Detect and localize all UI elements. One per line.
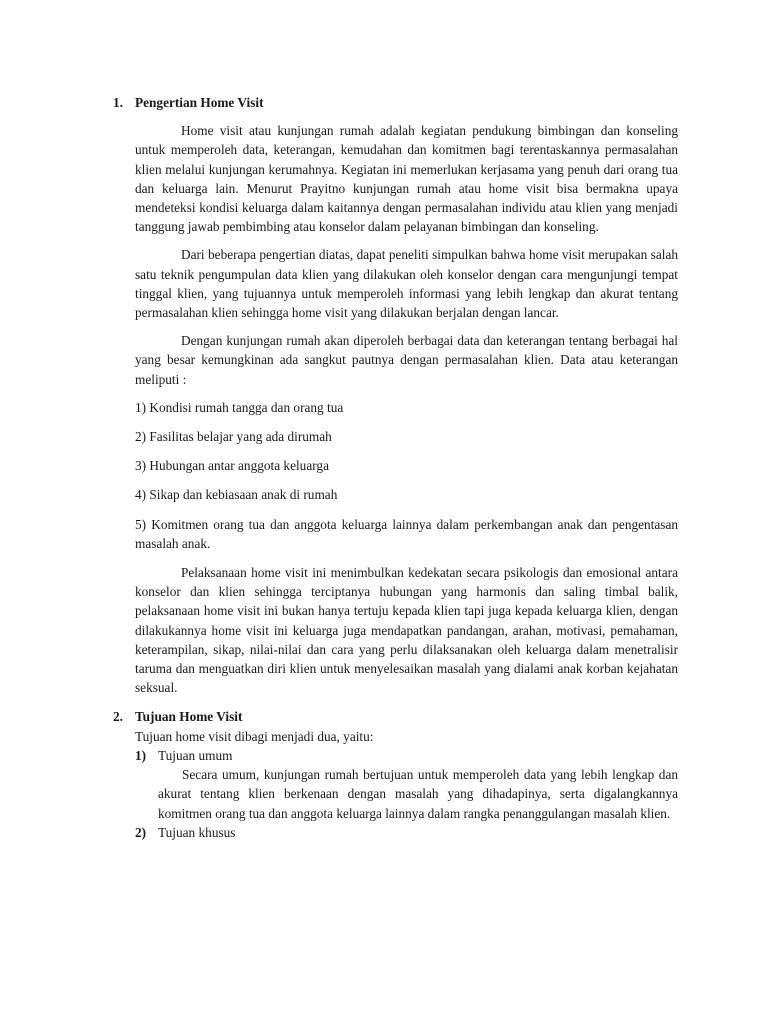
section-heading-tujuan xyxy=(113,707,678,726)
data-list xyxy=(113,398,678,553)
paragraph: Dari beberapa pengertian diatas, dapat peneliti simpulkan bahwa home visit merupakan salah satu teknik pengumpulan data klien yang dilakukan oleh konselor dengan cara mengunjungi tempat tinggal klien, yang tujuannya untuk memperoleh informasi yang lebih lengkap dan akurat tentang permasalahan klien sehingga home visit yang dilakukan berjalan dengan lancar. xyxy=(135,247,678,321)
subsection-title: Tujuan umum xyxy=(158,747,233,763)
section-heading-pengertian xyxy=(113,93,678,112)
section-number: 2. xyxy=(113,709,123,725)
section-title: Pengertian Home Visit xyxy=(135,95,264,110)
subsection-title: Tujuan khusus xyxy=(158,824,236,840)
paragraph: Secara umum, kunjungan rumah bertujuan untuk memperoleh data yang lebih lengkap dan akurat tentang klien berkenaan dengan masalah yang dihadapinya, serta digalangkannya komitmen orang tua dan anggota keluarga lainnya dalam rangka penanggulangan masalah klien. xyxy=(158,767,678,821)
list-item: 1) Kondisi rumah tangga dan orang tua xyxy=(135,399,344,415)
paragraph: Dengan kunjungan rumah akan diperoleh berbagai data dan keterangan tentang berbagai hal yang besar kemungkinan ada sangkut pautnya dengan permasalahan klien. Data atau keterangan meliputi : xyxy=(135,333,678,387)
section-intro: Tujuan home visit dibagi menjadi dua, yaitu: xyxy=(135,728,374,744)
list-item: 3) Hubungan antar anggota keluarga xyxy=(135,458,329,474)
subsection-heading-khusus xyxy=(135,823,678,842)
subsection-number: 1) xyxy=(135,747,147,763)
section-tujuan xyxy=(113,707,678,841)
list-item: 2) Fasilitas belajar yang ada dirumah xyxy=(135,429,332,445)
list-item: 4) Sikap dan kebiasaan anak di rumah xyxy=(135,487,338,503)
paragraph: Pelaksanaan home visit ini menimbulkan kedekatan secara psikologis dan emosional antara konselor dan klien sehingga terciptanya hubungan yang harmonis dan saling timbal balik, pelaksanaan home visit ini bukan hanya tertuju kepada klien tapi juga kepada keluarga klien, dengan dilakukannya home visit ini keluarga juga mendapatkan pandangan, arahan, motivasi, pemahaman, keterampilan, sikap, nilai-nilai dan cara yang perlu dilaksanakan oleh keluarga dalam menetralisir taruma dan menguatkan diri klien untuk menyelesaikan masalah yang dialami anak korban kejahatan seksual. xyxy=(135,565,678,696)
subsection-heading-umum xyxy=(135,746,678,765)
section-number: 1. xyxy=(113,95,123,110)
list-item: 5) Komitmen orang tua dan anggota keluarga lainnya dalam perkembangan anak dan pengentasan masalah anak. xyxy=(135,516,678,551)
section-title: Tujuan Home Visit xyxy=(135,709,243,725)
paragraph: Home visit atau kunjungan rumah adalah kegiatan pendukung bimbingan dan konseling untuk memperoleh data, keterangan, kemudahan dan komitmen bagi terentaskannya permasalahan klien melalui kunjungan kerumahnya. Kegiatan ini memerlukan kerjasama yang penuh dari orang tua dan keluarga lain. Menurut Prayitno kunjungan rumah atau home visit bisa bermakna upaya mendeteksi kondisi keluarga dalam kaitannya dengan permasalahan individu atau klien yang menjadi tanggung jawab pembimbing atau konselor dalam pelayanan bimbingan dan konseling. xyxy=(135,123,678,235)
subsection-number: 2) xyxy=(135,824,147,840)
